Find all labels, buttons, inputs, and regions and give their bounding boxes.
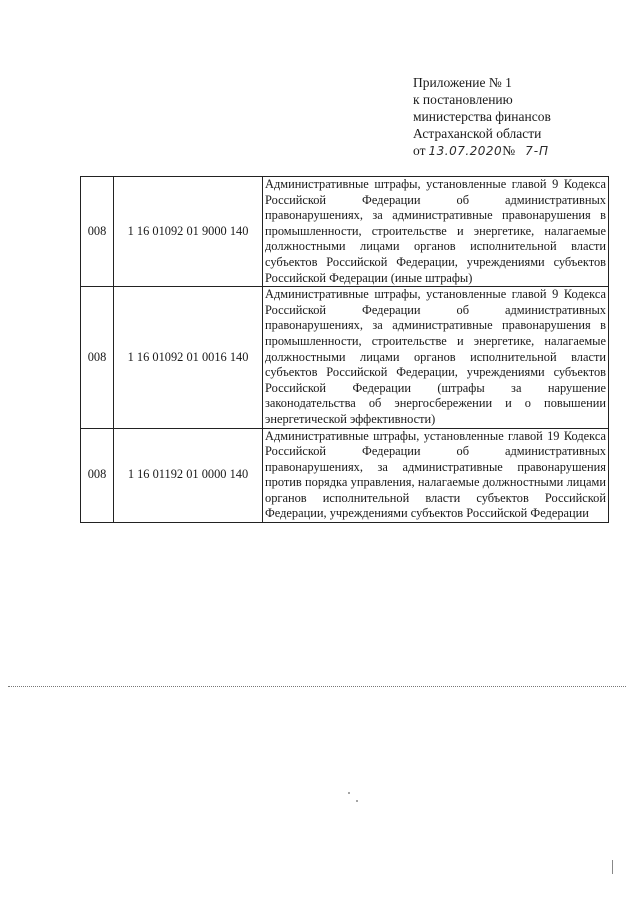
- description-cell: Административные штрафы, установленные главой 19 Кодекса Российской Федерации об административных правонарушениях, за административные правонарушения против порядка управления, налагаемые должностными лицами органов исполнительной власти субъектов Российской Федерации, учреждениями субъектов Российской Федерации: [263, 428, 609, 523]
- scan-speck: [612, 860, 613, 874]
- fines-table: [80, 176, 609, 523]
- table-row: [81, 428, 609, 523]
- description-cell: Административные штрафы, установленные главой 9 Кодекса Российской Федерации об административных правонарушениях, за административные правонарушения в промышленности, строительстве и энергетике, налагаемые должностными лицами органов исполнительной власти субъектов Российской Федерации, учреждениями субъектов Российской Федерации (иные штрафы): [263, 177, 609, 287]
- kbk-code-cell: 1 16 01092 01 9000 140: [114, 177, 263, 287]
- date-prefix: от: [413, 143, 426, 158]
- number-sign: №: [502, 143, 516, 158]
- admin-code-cell: 008: [81, 177, 114, 287]
- issuing-ministry: министерства финансов: [413, 109, 551, 124]
- resolution-reference: к постановлению: [413, 92, 513, 107]
- admin-code-cell: 008: [81, 287, 114, 428]
- table-row: [81, 287, 609, 428]
- kbk-code-cell: 1 16 01192 01 0000 140: [114, 428, 263, 523]
- table-row: [81, 177, 609, 287]
- kbk-code-cell: 1 16 01092 01 0016 140: [114, 287, 263, 428]
- handwritten-date: 13.07.2020: [428, 144, 503, 158]
- handwritten-number: 7-П: [525, 144, 550, 158]
- date-number-line: [413, 142, 551, 160]
- scan-speck: [356, 800, 358, 802]
- admin-code-cell: 008: [81, 428, 114, 523]
- document-header: [413, 74, 551, 160]
- scan-speck: [348, 792, 350, 794]
- issuing-region: Астраханской области: [413, 126, 542, 141]
- scan-fold-line: [8, 686, 626, 687]
- description-cell: Административные штрафы, установленные главой 9 Кодекса Российской Федерации об административных правонарушениях, за административные правонарушения в промышленности, строительстве и энергетике, налагаемые должностными лицами органов исполнительной власти субъектов Российской Федерации, учреждениями субъектов Российской Федерации (штрафы за нарушение законодательства об энергосбережении и о повышении энергетической эффективности): [263, 287, 609, 428]
- appendix-title: Приложение № 1: [413, 75, 512, 90]
